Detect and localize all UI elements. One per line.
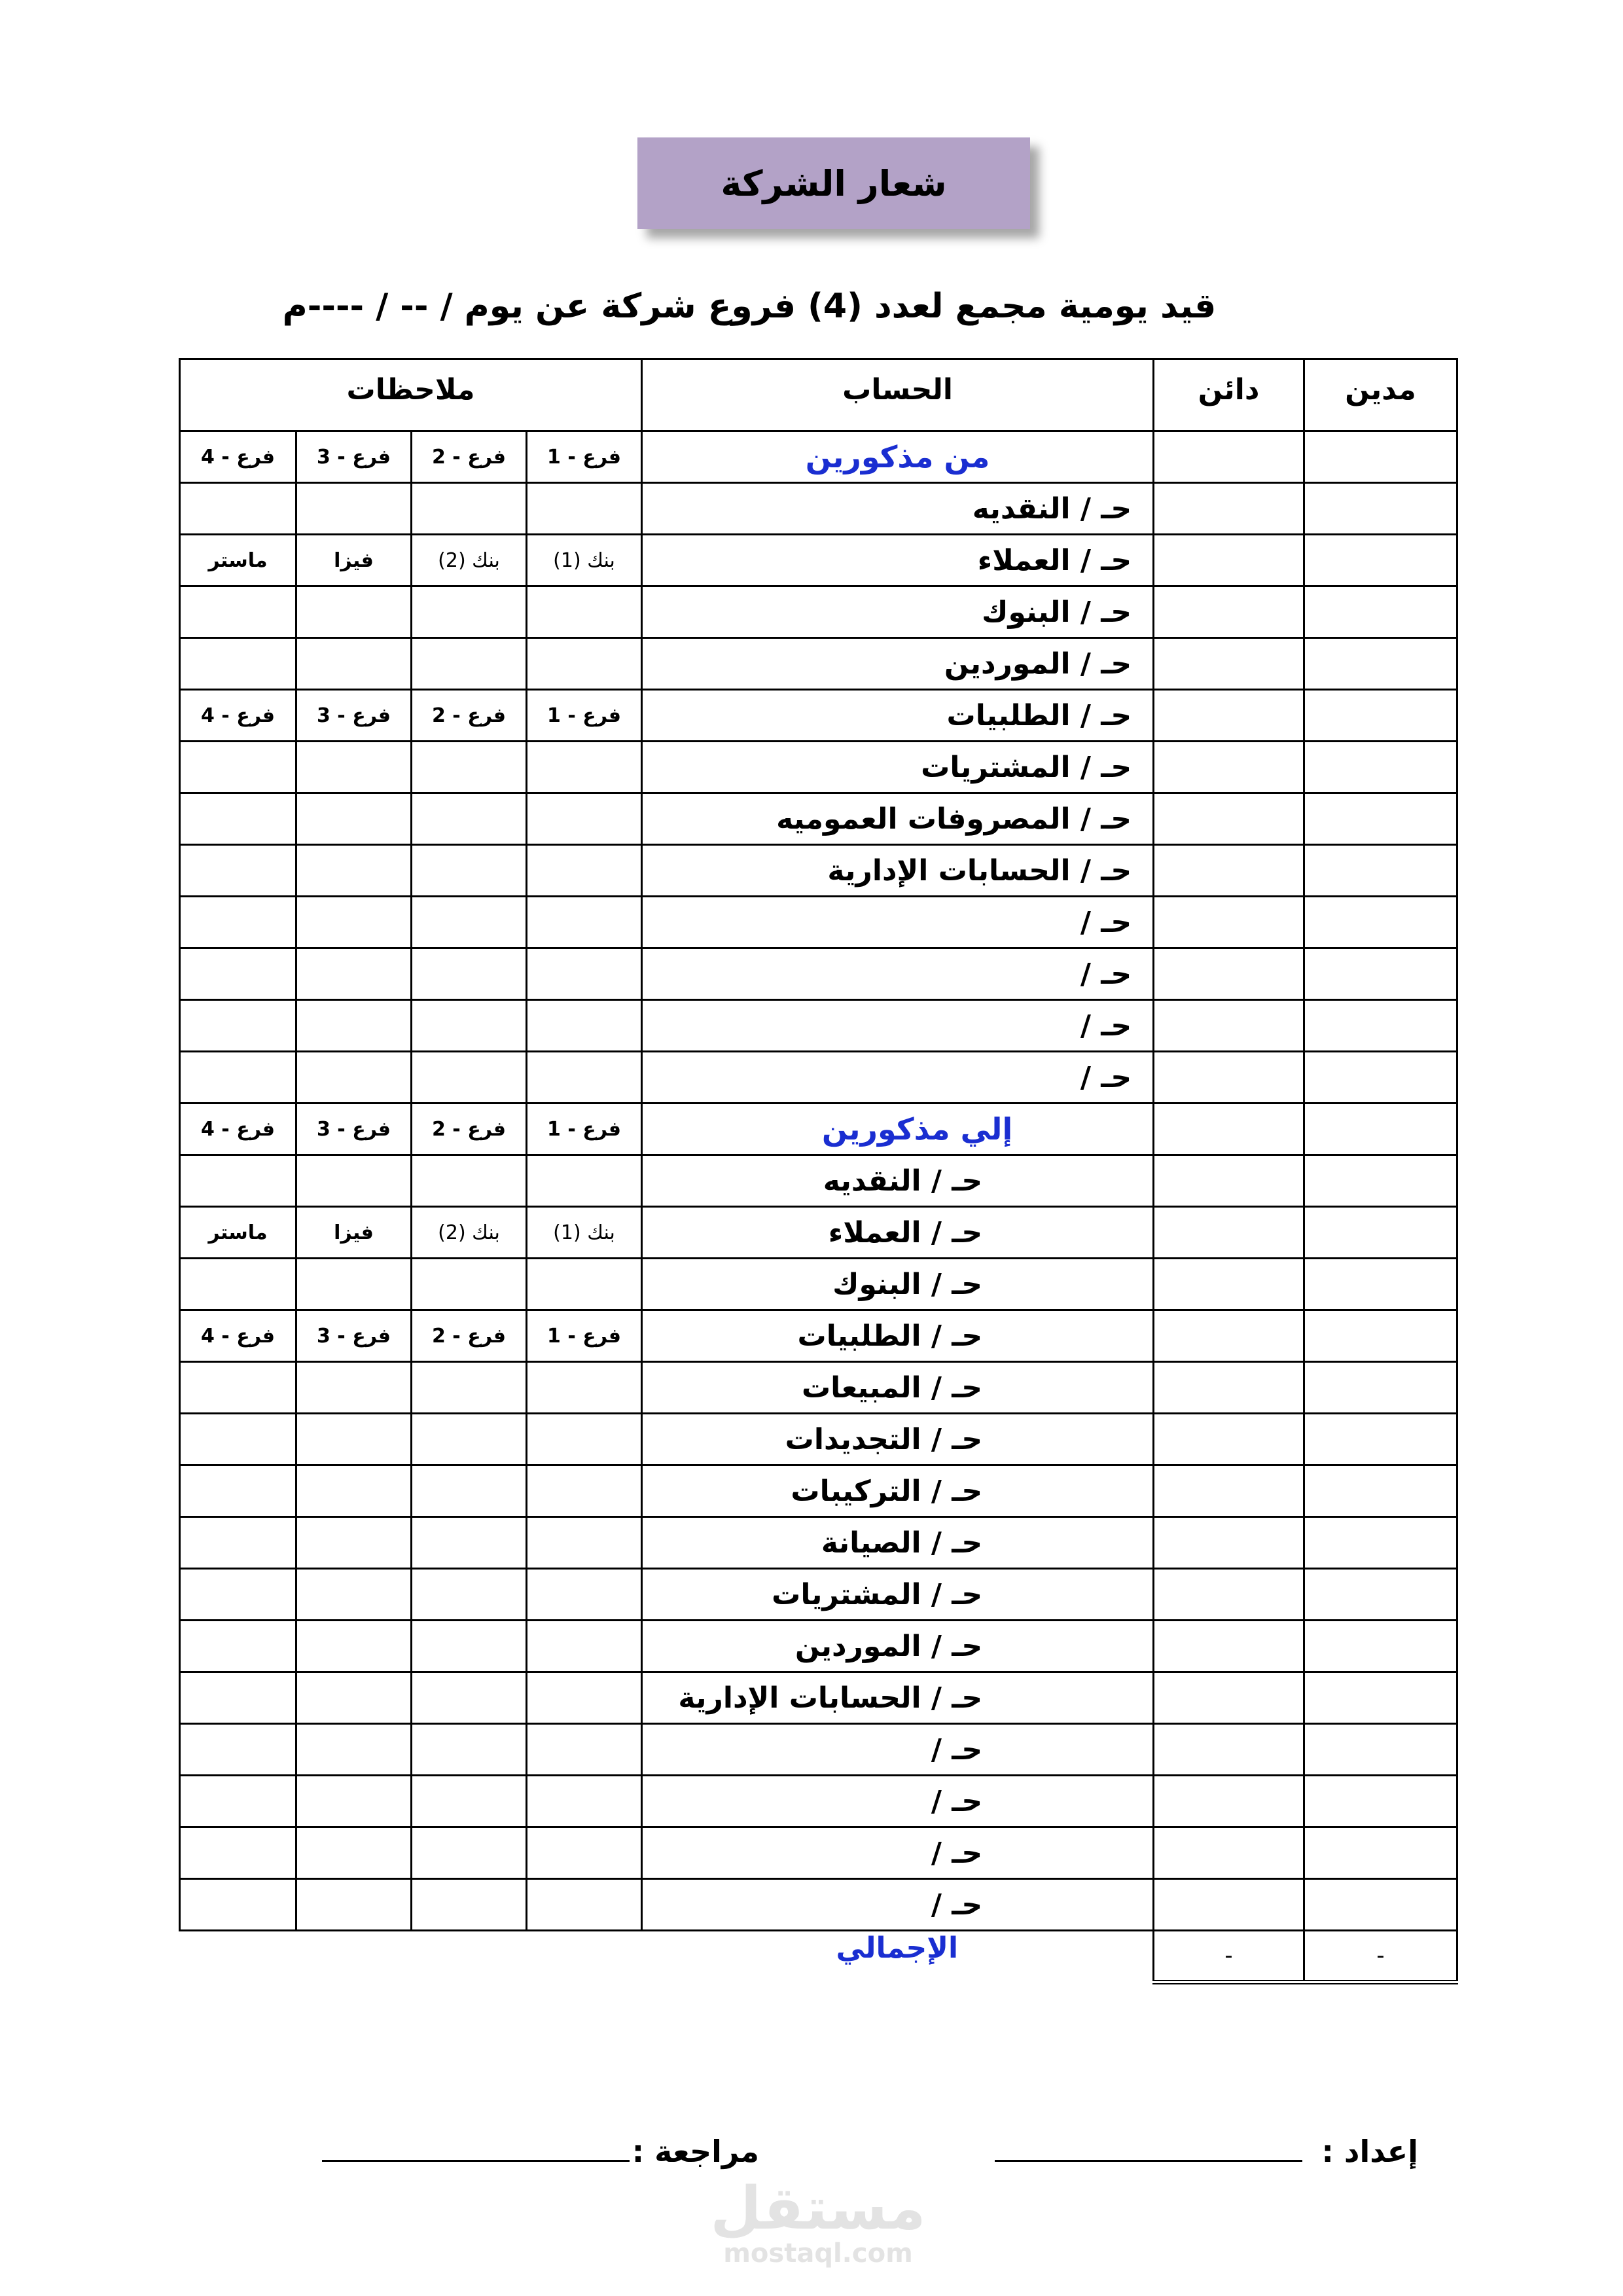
table-row <box>180 1569 1457 1621</box>
debit-cell <box>1304 948 1457 1000</box>
branch-note-cell-1 <box>527 793 642 845</box>
section-row <box>180 431 1457 483</box>
table-row <box>180 483 1457 535</box>
credit-cell <box>1154 1776 1304 1827</box>
branch-note-cell-2 <box>412 483 527 535</box>
branch-note-cell-3 <box>296 1155 412 1207</box>
branch-note-cell-2 <box>412 1155 527 1207</box>
account-name: حـ / الصيانة <box>642 1517 1154 1569</box>
credit-cell <box>1154 431 1304 483</box>
branch-note-cell-1 <box>527 586 642 638</box>
branch-note-cell-1 <box>527 1414 642 1465</box>
empty-cell <box>180 1931 296 1982</box>
table-row <box>180 1621 1457 1672</box>
table-header-row <box>180 359 1457 431</box>
credit-cell <box>1154 1052 1304 1103</box>
branch-note-cell-3 <box>296 638 412 690</box>
credit-cell <box>1154 1362 1304 1414</box>
watermark-logo: مستقل <box>710 2174 926 2243</box>
table-row <box>180 586 1457 638</box>
branch-note-cell-1 <box>527 1776 642 1827</box>
branch-note-cell-3 <box>296 1414 412 1465</box>
branch-note-cell-2: بنك (2) <box>412 535 527 586</box>
branch-note-cell-1 <box>527 1569 642 1621</box>
branch-note-cell-1: فرع - 1 <box>527 1103 642 1155</box>
debit-cell <box>1304 742 1457 793</box>
branch-note-cell-1 <box>527 1724 642 1776</box>
table-row <box>180 1465 1457 1517</box>
debit-cell <box>1304 1155 1457 1207</box>
credit-cell <box>1154 1103 1304 1155</box>
debit-header: مدين <box>1304 359 1457 431</box>
branch-note-cell-3 <box>296 1052 412 1103</box>
table-row <box>180 1879 1457 1931</box>
branch-note-cell-1 <box>527 1827 642 1879</box>
table-row <box>180 690 1457 742</box>
branch-note-cell-4 <box>180 1155 296 1207</box>
branch-note-cell-4 <box>180 1414 296 1465</box>
credit-cell <box>1154 897 1304 948</box>
table-row <box>180 1052 1457 1103</box>
credit-cell <box>1154 948 1304 1000</box>
branch-note-cell-4 <box>180 586 296 638</box>
branch-note-cell-4 <box>180 1724 296 1776</box>
branch-note-cell-4 <box>180 1672 296 1724</box>
debit-cell <box>1304 431 1457 483</box>
table-row <box>180 845 1457 897</box>
company-logo-placeholder: شعار الشركة <box>637 137 1030 229</box>
branch-note-cell-2 <box>412 1465 527 1517</box>
page-title: قيد يومية مجمع لعدد (4) فروع شركة عن يوم / -- / ----م <box>282 287 1217 326</box>
account-name: حـ / الطلبيات <box>642 1310 1154 1362</box>
branch-note-cell-3: فيزا <box>296 535 412 586</box>
account-name: حـ / <box>642 1052 1154 1103</box>
account-name: حـ / النقديه <box>642 483 1154 535</box>
branch-note-cell-3 <box>296 1517 412 1569</box>
branch-note-cell-2 <box>412 1672 527 1724</box>
total-row <box>180 1931 1457 1982</box>
branch-note-cell-3 <box>296 1000 412 1052</box>
account-name: حـ / التجديدات <box>642 1414 1154 1465</box>
branch-note-cell-1: بنك (1) <box>527 535 642 586</box>
branch-note-cell-1: بنك (1) <box>527 1207 642 1259</box>
branch-note-cell-2 <box>412 586 527 638</box>
branch-note-cell-1 <box>527 1879 642 1931</box>
branch-note-cell-1 <box>527 483 642 535</box>
debit-cell <box>1304 1207 1457 1259</box>
credit-cell <box>1154 535 1304 586</box>
branch-note-cell-2 <box>412 1621 527 1672</box>
table-row <box>180 638 1457 690</box>
branch-note-cell-2 <box>412 1879 527 1931</box>
branch-note-cell-2 <box>412 1724 527 1776</box>
branch-note-cell-4 <box>180 1569 296 1621</box>
branch-note-cell-4 <box>180 1465 296 1517</box>
branch-note-cell-1 <box>527 1259 642 1310</box>
credit-header: دائن <box>1154 359 1304 431</box>
branch-note-cell-1: فرع - 1 <box>527 1310 642 1362</box>
debit-cell <box>1304 897 1457 948</box>
prepared-by-label: إعداد : <box>1321 2134 1418 2169</box>
section-row <box>180 1103 1457 1155</box>
branch-note-cell-3 <box>296 1724 412 1776</box>
debit-cell <box>1304 1362 1457 1414</box>
credit-cell <box>1154 483 1304 535</box>
notes-header: ملاحظات <box>180 359 642 431</box>
branch-note-cell-2 <box>412 948 527 1000</box>
total-credit: - <box>1154 1931 1304 1982</box>
account-name: حـ / الحسابات الإدارية <box>642 1672 1154 1724</box>
table-row <box>180 1414 1457 1465</box>
debit-cell <box>1304 1672 1457 1724</box>
table-row <box>180 1827 1457 1879</box>
branch-note-cell-4 <box>180 742 296 793</box>
credit-cell <box>1154 1465 1304 1517</box>
account-name: حـ / <box>642 948 1154 1000</box>
account-header: الحساب <box>642 359 1154 431</box>
branch-note-cell-3 <box>296 845 412 897</box>
branch-note-cell-3 <box>296 1465 412 1517</box>
branch-note-cell-1 <box>527 1672 642 1724</box>
branch-note-cell-3 <box>296 586 412 638</box>
branch-note-cell-2 <box>412 638 527 690</box>
account-name: حـ / التركيبات <box>642 1465 1154 1517</box>
account-name: حـ / العملاء <box>642 1207 1154 1259</box>
account-name: حـ / المشتريات <box>642 742 1154 793</box>
credit-cell <box>1154 1569 1304 1621</box>
branch-note-cell-3 <box>296 1362 412 1414</box>
table-row <box>180 1517 1457 1569</box>
account-name: حـ / <box>642 1827 1154 1879</box>
total-label: الإجمالي <box>836 1931 959 1965</box>
branch-note-cell-3 <box>296 1569 412 1621</box>
credit-cell <box>1154 1207 1304 1259</box>
branch-note-cell-3 <box>296 1259 412 1310</box>
credit-cell <box>1154 845 1304 897</box>
journal-table <box>179 358 1458 1984</box>
table-row <box>180 535 1457 586</box>
debit-cell <box>1304 1414 1457 1465</box>
account-name: حـ / <box>642 897 1154 948</box>
credit-cell <box>1154 1000 1304 1052</box>
debit-cell <box>1304 1465 1457 1517</box>
credit-cell <box>1154 586 1304 638</box>
branch-note-cell-3 <box>296 1672 412 1724</box>
debit-cell <box>1304 1052 1457 1103</box>
branch-note-cell-3 <box>296 793 412 845</box>
account-name: حـ / الموردين <box>642 638 1154 690</box>
branch-note-cell-2 <box>412 1414 527 1465</box>
credit-cell <box>1154 742 1304 793</box>
branch-note-cell-3: فرع - 3 <box>296 431 412 483</box>
branch-note-cell-1 <box>527 1621 642 1672</box>
branch-note-cell-2: فرع - 2 <box>412 431 527 483</box>
debit-cell <box>1304 1879 1457 1931</box>
debit-cell <box>1304 638 1457 690</box>
branch-note-cell-1: فرع - 1 <box>527 431 642 483</box>
table-row <box>180 1259 1457 1310</box>
credit-cell <box>1154 1879 1304 1931</box>
debit-cell <box>1304 1259 1457 1310</box>
branch-note-cell-3 <box>296 742 412 793</box>
table-row <box>180 1672 1457 1724</box>
branch-note-cell-1 <box>527 1465 642 1517</box>
section-label: من مذكورين <box>642 431 1154 483</box>
branch-note-cell-1 <box>527 1517 642 1569</box>
credit-cell <box>1154 1827 1304 1879</box>
branch-note-cell-1 <box>527 845 642 897</box>
debit-cell <box>1304 793 1457 845</box>
account-name: حـ / البنوك <box>642 1259 1154 1310</box>
table-row <box>180 742 1457 793</box>
total-label-cell <box>642 1931 1154 1982</box>
branch-note-cell-2: فرع - 2 <box>412 690 527 742</box>
credit-cell <box>1154 1310 1304 1362</box>
reviewed-by-label: مراجعة : <box>632 2134 759 2169</box>
table-row <box>180 1776 1457 1827</box>
debit-cell <box>1304 1103 1457 1155</box>
branch-note-cell-3: فرع - 3 <box>296 1310 412 1362</box>
credit-cell <box>1154 1155 1304 1207</box>
branch-note-cell-2 <box>412 1569 527 1621</box>
watermark <box>707 2174 929 2269</box>
table-row <box>180 1155 1457 1207</box>
account-name: حـ / <box>642 1000 1154 1052</box>
branch-note-cell-4: فرع - 4 <box>180 1103 296 1155</box>
branch-note-cell-1 <box>527 638 642 690</box>
branch-note-cell-2 <box>412 897 527 948</box>
branch-note-cell-3 <box>296 483 412 535</box>
credit-cell <box>1154 1259 1304 1310</box>
branch-note-cell-1: فرع - 1 <box>527 690 642 742</box>
branch-note-cell-1 <box>527 1362 642 1414</box>
branch-note-cell-4 <box>180 1517 296 1569</box>
total-debit: - <box>1304 1931 1457 1982</box>
branch-note-cell-4 <box>180 1259 296 1310</box>
empty-cell <box>412 1931 527 1982</box>
branch-note-cell-2 <box>412 845 527 897</box>
branch-note-cell-2 <box>412 1000 527 1052</box>
branch-note-cell-1 <box>527 948 642 1000</box>
branch-note-cell-3: فرع - 3 <box>296 1103 412 1155</box>
table-row <box>180 1724 1457 1776</box>
account-name: حـ / <box>642 1776 1154 1827</box>
debit-cell <box>1304 1827 1457 1879</box>
branch-note-cell-4 <box>180 1621 296 1672</box>
account-name: حـ / الطلبيات <box>642 690 1154 742</box>
debit-cell <box>1304 1000 1457 1052</box>
branch-note-cell-2: فرع - 2 <box>412 1103 527 1155</box>
branch-note-cell-3 <box>296 1879 412 1931</box>
account-name: حـ / البنوك <box>642 586 1154 638</box>
branch-note-cell-4 <box>180 1776 296 1827</box>
branch-note-cell-4 <box>180 1000 296 1052</box>
credit-cell <box>1154 1414 1304 1465</box>
branch-note-cell-1 <box>527 1052 642 1103</box>
credit-cell <box>1154 1672 1304 1724</box>
account-name: حـ / المبيعات <box>642 1362 1154 1414</box>
table-row <box>180 793 1457 845</box>
credit-cell <box>1154 690 1304 742</box>
branch-note-cell-1 <box>527 897 642 948</box>
branch-note-cell-2: فرع - 2 <box>412 1310 527 1362</box>
branch-note-cell-4: فرع - 4 <box>180 1310 296 1362</box>
branch-note-cell-4 <box>180 793 296 845</box>
debit-cell <box>1304 1310 1457 1362</box>
branch-note-cell-2: بنك (2) <box>412 1207 527 1259</box>
branch-note-cell-2 <box>412 1517 527 1569</box>
account-name: حـ / الحسابات الإدارية <box>642 845 1154 897</box>
branch-note-cell-4 <box>180 897 296 948</box>
table-row <box>180 1310 1457 1362</box>
branch-note-cell-4 <box>180 1362 296 1414</box>
branch-note-cell-2 <box>412 1776 527 1827</box>
table-row <box>180 948 1457 1000</box>
branch-note-cell-4: فرع - 4 <box>180 690 296 742</box>
account-name: حـ / <box>642 1724 1154 1776</box>
table-row <box>180 1000 1457 1052</box>
branch-note-cell-2 <box>412 1827 527 1879</box>
branch-note-cell-2 <box>412 1052 527 1103</box>
credit-cell <box>1154 638 1304 690</box>
branch-note-cell-4 <box>180 483 296 535</box>
branch-note-cell-4 <box>180 1827 296 1879</box>
section-label: إلي مذكورين <box>642 1103 1154 1155</box>
account-name: حـ / العملاء <box>642 535 1154 586</box>
branch-note-cell-4 <box>180 845 296 897</box>
debit-cell <box>1304 535 1457 586</box>
credit-cell <box>1154 1724 1304 1776</box>
debit-cell <box>1304 1517 1457 1569</box>
empty-cell <box>296 1931 412 1982</box>
branch-note-cell-3 <box>296 1776 412 1827</box>
account-name: حـ / المشتريات <box>642 1569 1154 1621</box>
branch-note-cell-2 <box>412 1362 527 1414</box>
credit-cell <box>1154 1621 1304 1672</box>
empty-cell <box>527 1931 642 1982</box>
account-name: حـ / المصروفات العموميه <box>642 793 1154 845</box>
branch-note-cell-3 <box>296 948 412 1000</box>
branch-note-cell-2 <box>412 1259 527 1310</box>
account-name: حـ / النقديه <box>642 1155 1154 1207</box>
debit-cell <box>1304 1724 1457 1776</box>
branch-note-cell-4: ماستر <box>180 535 296 586</box>
prepared-by-line <box>995 2160 1302 2162</box>
table-row <box>180 897 1457 948</box>
branch-note-cell-4: ماستر <box>180 1207 296 1259</box>
credit-cell <box>1154 1517 1304 1569</box>
account-name: حـ / الموردين <box>642 1621 1154 1672</box>
branch-note-cell-4 <box>180 1052 296 1103</box>
debit-cell <box>1304 586 1457 638</box>
credit-cell <box>1154 793 1304 845</box>
debit-cell <box>1304 1621 1457 1672</box>
branch-note-cell-2 <box>412 742 527 793</box>
table-row <box>180 1362 1457 1414</box>
branch-note-cell-2 <box>412 793 527 845</box>
account-name: حـ / <box>642 1879 1154 1931</box>
table-row <box>180 1207 1457 1259</box>
branch-note-cell-1 <box>527 742 642 793</box>
debit-cell <box>1304 1776 1457 1827</box>
debit-cell <box>1304 483 1457 535</box>
debit-cell <box>1304 690 1457 742</box>
branch-note-cell-3 <box>296 1827 412 1879</box>
branch-note-cell-4 <box>180 1879 296 1931</box>
watermark-url: mostaql.com <box>723 2238 913 2269</box>
branch-note-cell-4: فرع - 4 <box>180 431 296 483</box>
branch-note-cell-4 <box>180 948 296 1000</box>
branch-note-cell-4 <box>180 638 296 690</box>
branch-note-cell-1 <box>527 1155 642 1207</box>
branch-note-cell-1 <box>527 1000 642 1052</box>
branch-note-cell-3 <box>296 1621 412 1672</box>
branch-note-cell-3 <box>296 897 412 948</box>
branch-note-cell-3: فيزا <box>296 1207 412 1259</box>
debit-cell <box>1304 1569 1457 1621</box>
debit-cell <box>1304 845 1457 897</box>
branch-note-cell-3: فرع - 3 <box>296 690 412 742</box>
reviewed-by-line <box>322 2160 630 2162</box>
